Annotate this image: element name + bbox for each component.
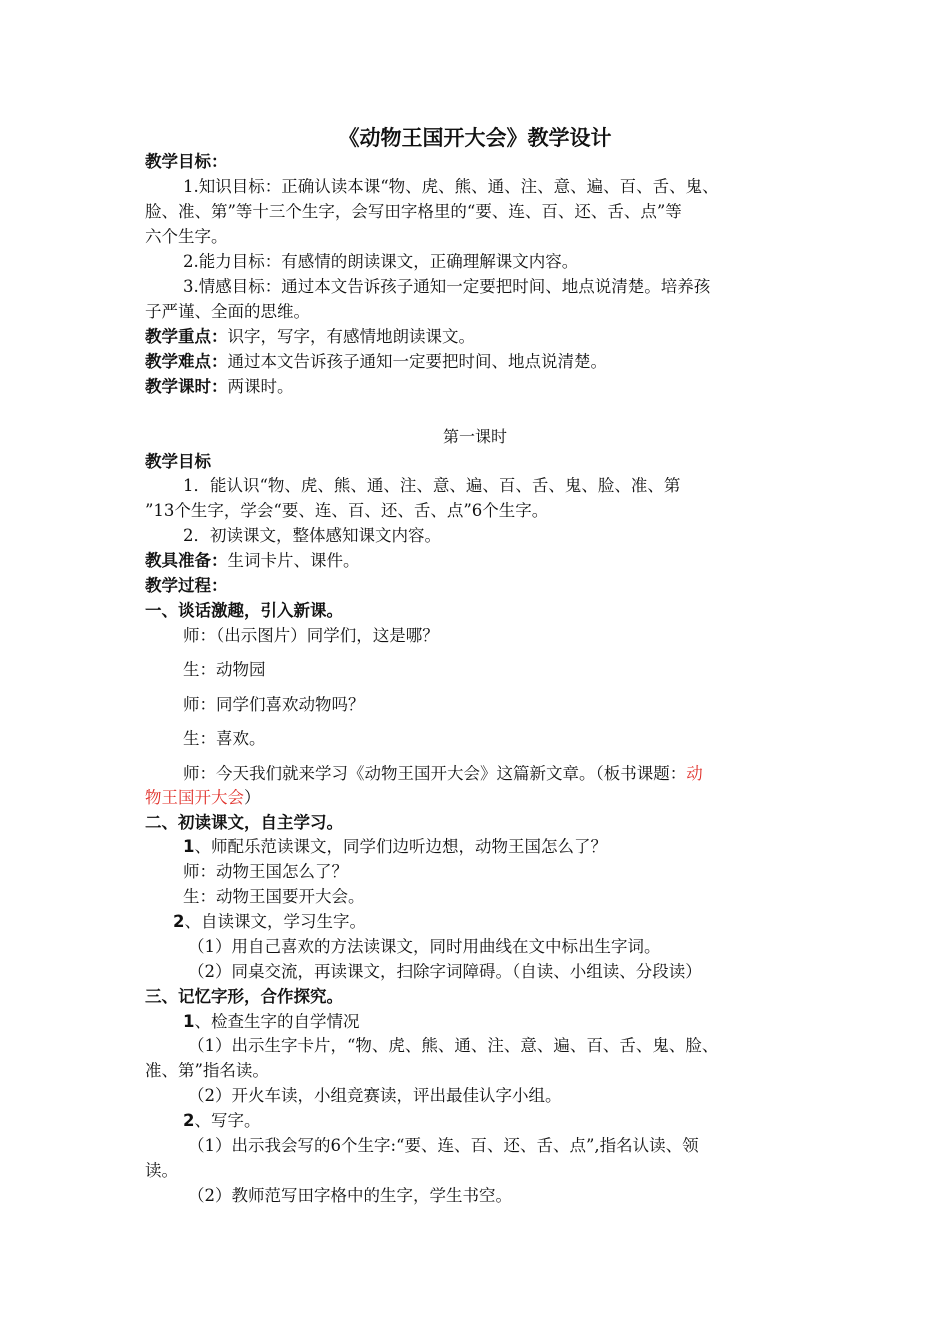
section-3-step-1-b: （2）开火车读，小组竞赛读，评出最佳认字小组。: [188, 1086, 562, 1105]
section-1-dialog-5-line-2: [145, 786, 261, 810]
goal-1-line-1: 1.知识目标：正确认读本课“物、虎、熊、通、注、意、遍、百、舌、鬼、: [183, 177, 719, 196]
key-points: [145, 325, 475, 349]
key-points-label: 教学重点：: [145, 327, 228, 346]
goal-3-line-1: 3.情感目标：通过本文告诉孩子通知一定要把时间、地点说清楚。培养孩: [183, 277, 711, 296]
teaching-process-heading: 教学过程：: [145, 576, 228, 595]
section-2-step-2-a: （1）用自己喜欢的方法读课文，同时用曲线在文中标出生字词。: [188, 937, 661, 956]
class-hours-label: 教学课时：: [145, 377, 228, 396]
difficult-points-text: 通过本文告诉孩子通知一定要把时间、地点说清楚。: [227, 352, 607, 371]
step-number: 1: [183, 1012, 195, 1031]
goal-2: 2.能力目标：有感情的朗读课文，正确理解课文内容。: [183, 252, 579, 271]
section-3-step-2: [183, 1109, 260, 1133]
key-points-text: 识字，写字，有感情地朗读课文。: [227, 327, 475, 346]
teaching-goals-heading: 教学目标：: [145, 152, 228, 171]
teaching-tools-label: 教具准备：: [145, 551, 228, 570]
section-2-step-2: [173, 910, 366, 934]
section-1-heading: 一、谈话激趣，引入新课。: [145, 601, 343, 620]
section-3-step-1-a-line-1: （1）出示生字卡片，“物、虎、熊、通、注、意、遍、百、舌、鬼、脸、: [188, 1036, 719, 1055]
lesson-1-goal-1-line-1: 1．能认识“物、虎、熊、通、注、意、遍、百、舌、鬼、脸、准、第: [183, 476, 681, 495]
section-3-heading: 三、记忆字形，合作探究。: [145, 987, 343, 1006]
step-text: 、写字。: [194, 1111, 261, 1130]
lesson-1-goal-1-line-2: ”13个生字，学会“要、连、百、还、舌、点”6个生字。: [145, 501, 549, 520]
section-1-dialog-2: 生：动物园: [183, 660, 266, 679]
board-title-part-1: 动: [686, 764, 703, 783]
section-2-step-2-b: （2）同桌交流，再读课文，扫除字词障碍。（自读、小组读、分段读）: [188, 962, 702, 981]
section-2-step-1: [183, 835, 607, 859]
teaching-tools-text: 生词卡片、课件。: [227, 551, 360, 570]
dialog-5-text: 师：今天我们就来学习《动物王国开大会》这篇新文章。（板书课题：: [183, 764, 687, 783]
board-title-close: ）: [244, 788, 261, 807]
step-number: 1: [183, 837, 195, 856]
section-3-step-1: [183, 1010, 359, 1034]
lesson-1-goals-heading: 教学目标: [145, 452, 211, 471]
goal-1-line-2: 脸、准、第”等十三个生字，会写田字格里的“要、连、百、还、舌、点”等: [145, 202, 682, 221]
goal-3-line-2: 子严谨、全面的思维。: [145, 302, 310, 321]
section-2-heading: 二、初读课文，自主学习。: [145, 813, 343, 832]
section-1-dialog-4: 生：喜欢。: [183, 729, 266, 748]
section-2-dialog-2: 生：动物王国要开大会。: [183, 887, 365, 906]
section-1-dialog-5-line-1: [183, 762, 703, 786]
lesson-1-goal-2: 2．初读课文，整体感知课文内容。: [183, 526, 441, 545]
document-title: 《动物王国开大会》教学设计: [338, 126, 612, 150]
section-1-dialog-3: 师：同学们喜欢动物吗？: [183, 695, 365, 714]
difficult-points-label: 教学难点：: [145, 352, 228, 371]
section-1-dialog-1: 师：（出示图片）同学们，这是哪？: [183, 626, 439, 645]
step-text: 、师配乐范读课文，同学们边听边想，动物王国怎么了？: [194, 837, 607, 856]
step-number: 2: [173, 912, 185, 931]
section-3-step-2-a-line-1: （1）出示我会写的6个生字:“要、连、百、还、舌、点”,指名认读、领: [188, 1136, 699, 1155]
step-text: 、检查生字的自学情况: [194, 1012, 360, 1031]
section-3-step-1-a-line-2: 准、第”指名读。: [145, 1061, 269, 1080]
section-3-step-2-a-line-2: 读。: [145, 1161, 178, 1180]
goal-1-line-3: 六个生字。: [145, 227, 228, 246]
lesson-1-heading: 第一课时: [442, 427, 507, 446]
section-3-step-2-b: （2）教师范写田字格中的生字，学生书空。: [188, 1186, 512, 1205]
class-hours: [145, 375, 294, 399]
board-title-part-2: 物王国开大会: [145, 788, 244, 807]
difficult-points: [145, 350, 607, 374]
section-2-dialog-1: 师：动物王国怎么了？: [183, 862, 348, 881]
step-text: 、自读课文，学习生字。: [184, 912, 366, 931]
step-number: 2: [183, 1111, 195, 1130]
class-hours-text: 两课时。: [227, 377, 294, 396]
teaching-tools: [145, 549, 360, 573]
